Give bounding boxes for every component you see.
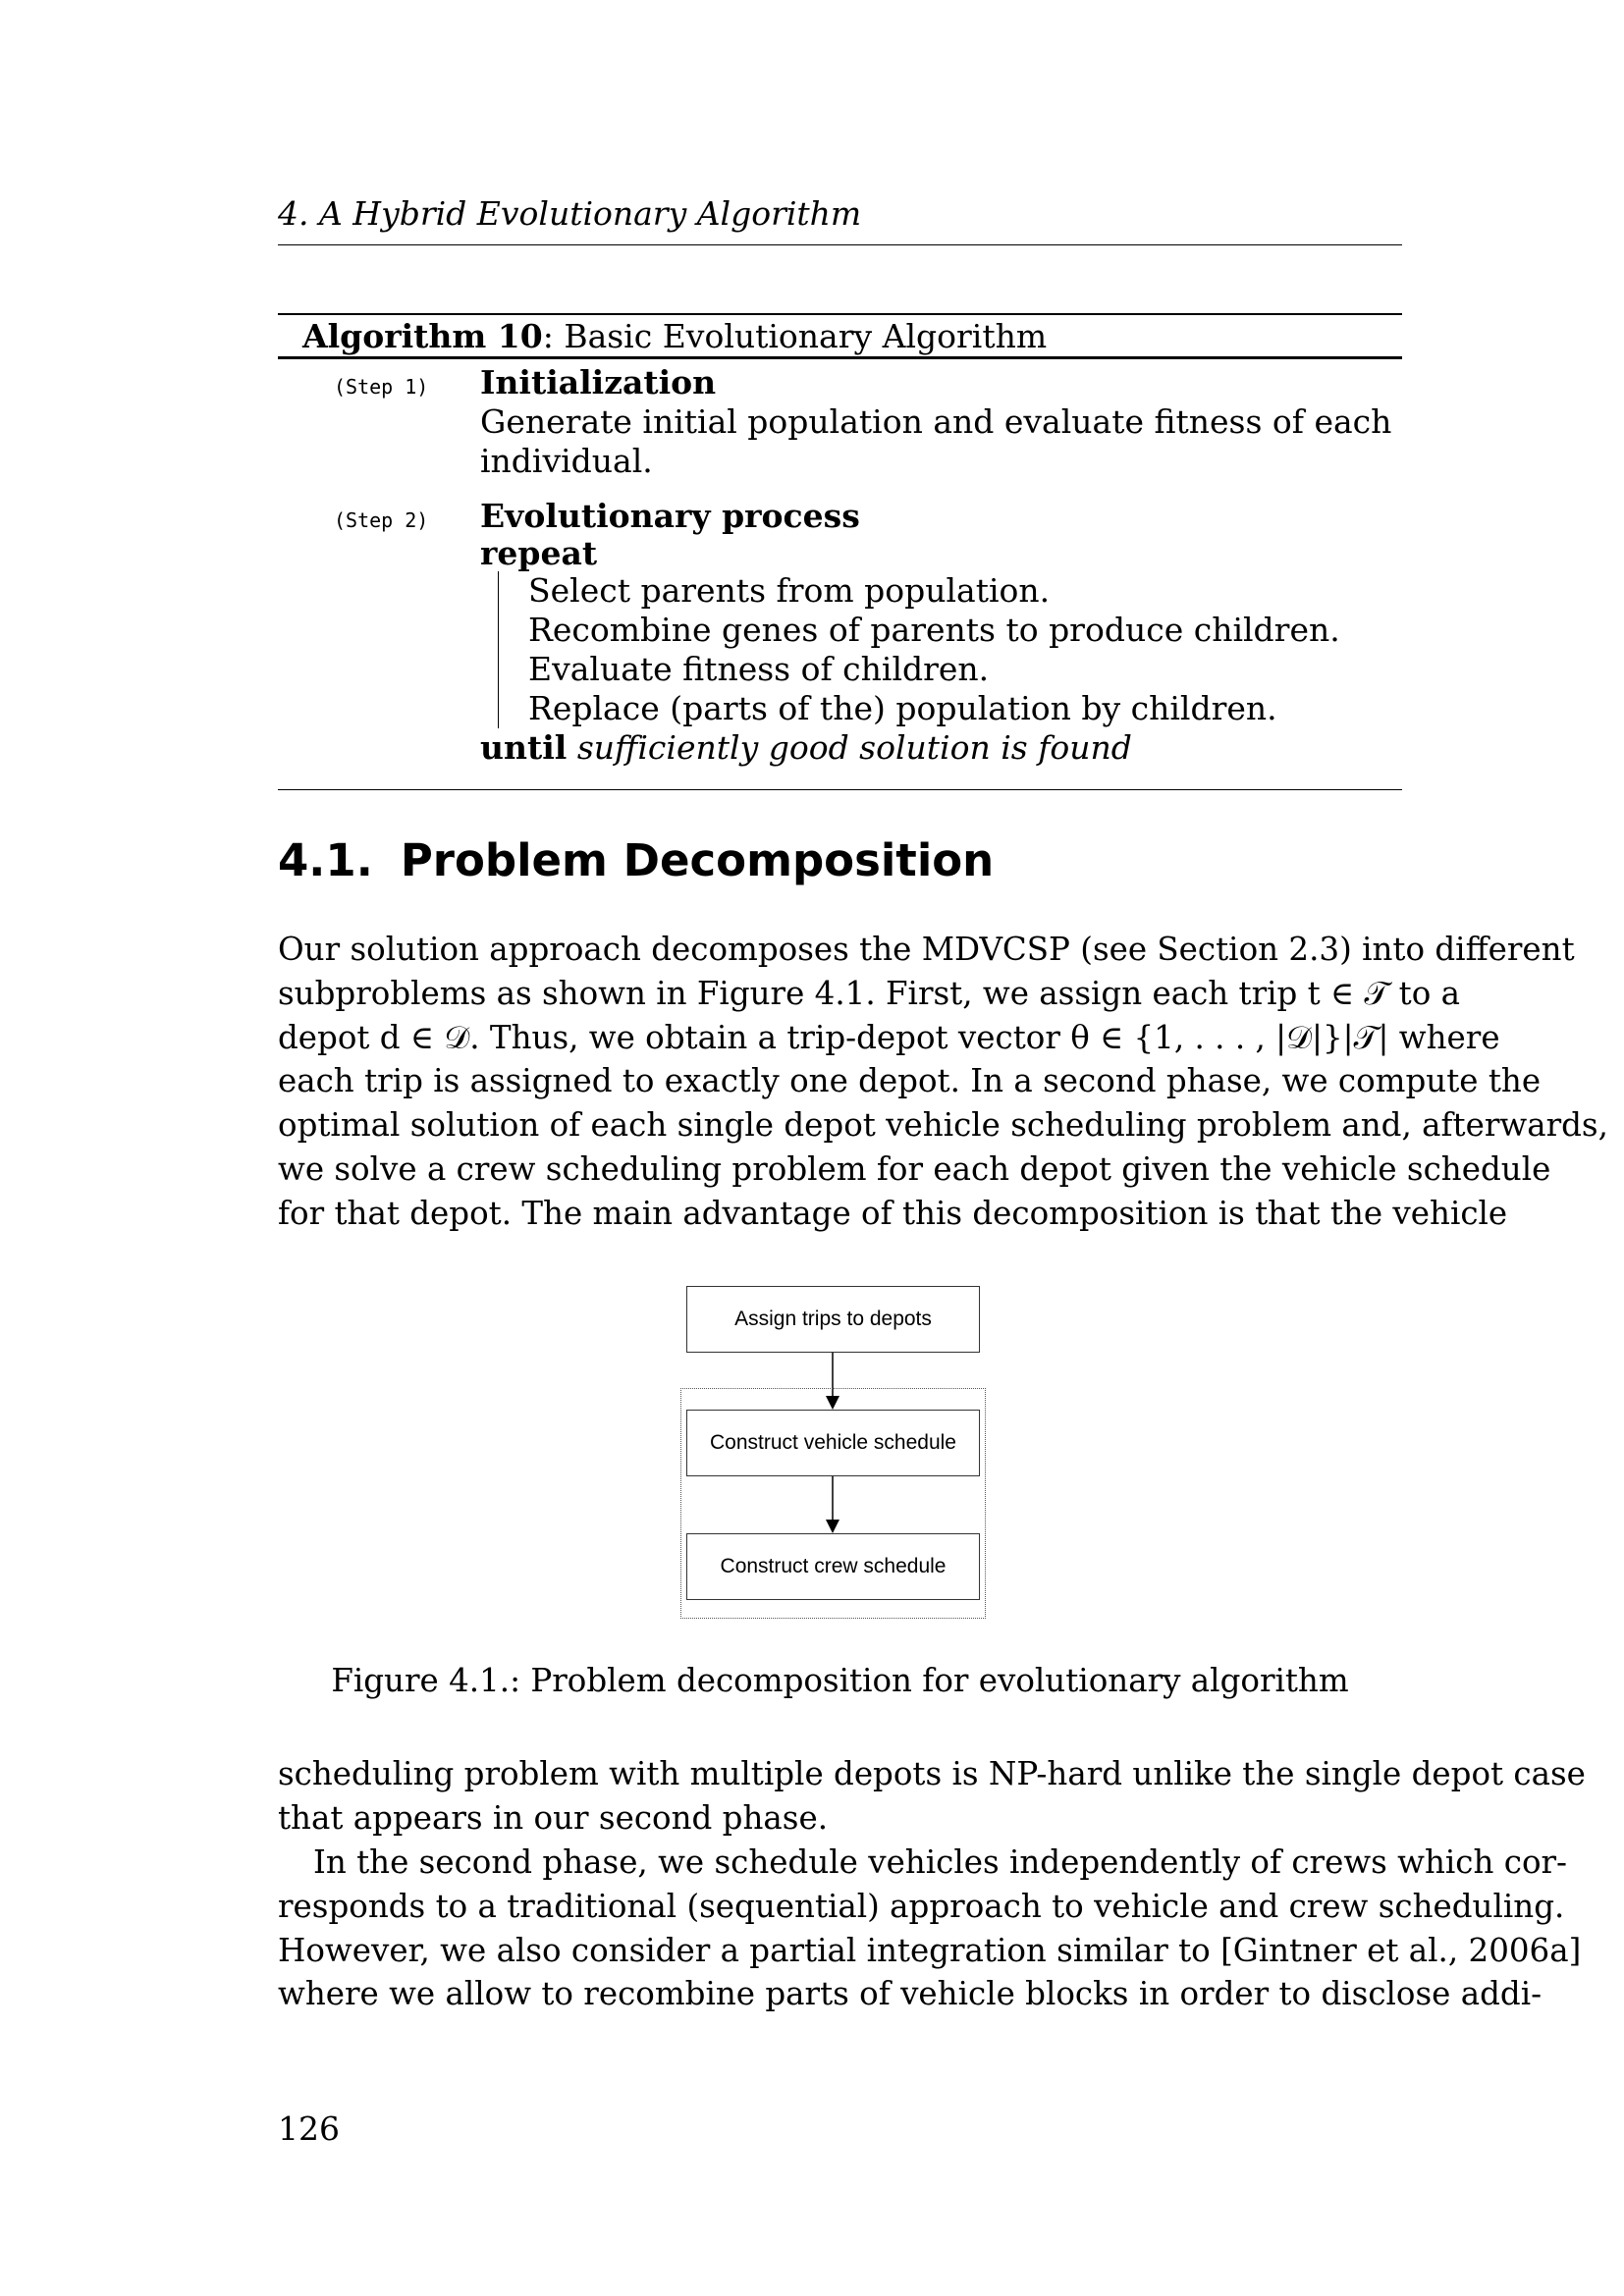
text-line: for that depot. The main advantage of this decomposition is that the vehicle: [278, 1194, 1508, 1232]
box-vehicle-schedule: Construct vehicle schedule: [686, 1410, 980, 1476]
text-line: responds to a traditional (sequential) approach to vehicle and crew scheduling.: [278, 1887, 1565, 1925]
section-title: [278, 834, 994, 886]
paragraph-2: [278, 1752, 1586, 1841]
section-heading: Problem Decomposition: [400, 834, 995, 886]
text-line: subproblems as shown in Figure 4.1. First, we assign each trip t ∈ 𝒯 to a: [278, 974, 1461, 1012]
text-line: Our solution approach decomposes the MDVCSP (see Section 2.3) into different: [278, 931, 1575, 968]
until-line: [480, 728, 1402, 768]
text-line: However, we also consider a partial integration similar to [Gintner et al., 2006a]: [278, 1931, 1582, 1969]
section-number: 4.1.: [278, 834, 373, 886]
step-title: Initialization: [480, 363, 717, 401]
figure-4-1: [686, 1286, 1001, 1620]
repeat-keyword: repeat: [480, 534, 598, 572]
step-line: individual.: [480, 442, 653, 480]
box-crew-schedule: Construct crew schedule: [686, 1533, 980, 1600]
page-number: 126: [278, 2109, 340, 2148]
paragraph-3: [278, 1841, 1582, 2016]
text-line: each trip is assigned to exactly one depot. In a second phase, we compute the: [278, 1062, 1542, 1100]
loop-line: Evaluate fitness of children.: [528, 650, 990, 688]
text-line: scheduling problem with multiple depots is NP-hard unlike the single depot case: [278, 1755, 1586, 1792]
loop-line: Recombine genes of parents to produce children.: [528, 611, 1340, 649]
step-label: (Step 2): [334, 508, 429, 532]
step-line: Generate initial population and evaluate fitness of each: [480, 402, 1392, 441]
algorithm-label: Algorithm 10: [302, 317, 543, 355]
text-line: that appears in our second phase.: [278, 1798, 829, 1837]
page: [278, 0, 1608, 2296]
figure-caption: Figure 4.1.: Problem decomposition for evolutionary algorithm: [331, 1662, 1349, 1699]
algorithm-step-1: [278, 363, 1402, 481]
repeat-loop-body: [498, 571, 1402, 728]
algorithm-bottom-rule: [278, 789, 1402, 790]
step-label: (Step 1): [334, 375, 429, 399]
loop-line: Replace (parts of the) population by children.: [528, 689, 1277, 727]
box-assign-trips: Assign trips to depots: [686, 1286, 980, 1353]
header-rule: [278, 244, 1402, 245]
until-condition: sufficiently good solution is found: [576, 728, 1132, 767]
text-line: where we allow to recombine parts of vehicle blocks in order to disclose addi-: [278, 1975, 1543, 2013]
loop-line: Select parents from population.: [528, 571, 1051, 610]
text-line: optimal solution of each single depot vehicle scheduling problem and, afterwards,: [278, 1106, 1608, 1145]
text-line: we solve a crew scheduling problem for each depot given the vehicle schedule: [278, 1149, 1551, 1188]
step-title: Evolutionary process: [480, 497, 860, 535]
algorithm-block: [278, 313, 1402, 790]
paragraph-1: [278, 928, 1608, 1236]
until-keyword: until: [480, 728, 568, 767]
algorithm-title: : Basic Evolutionary Algorithm: [542, 317, 1048, 355]
algorithm-caption: [278, 315, 1402, 356]
running-head: 4. A Hybrid Evolutionary Algorithm: [278, 194, 862, 233]
algorithm-step-2: [278, 497, 1402, 768]
text-line: In the second phase, we schedule vehicles independently of crews which cor-: [313, 1843, 1568, 1881]
text-line: depot d ∈ 𝒟. Thus, we obtain a trip-depot vector θ ∈ {1, . . . , |𝒟|}|𝒯| where: [278, 1018, 1500, 1056]
algorithm-mid-rule: [278, 356, 1402, 359]
